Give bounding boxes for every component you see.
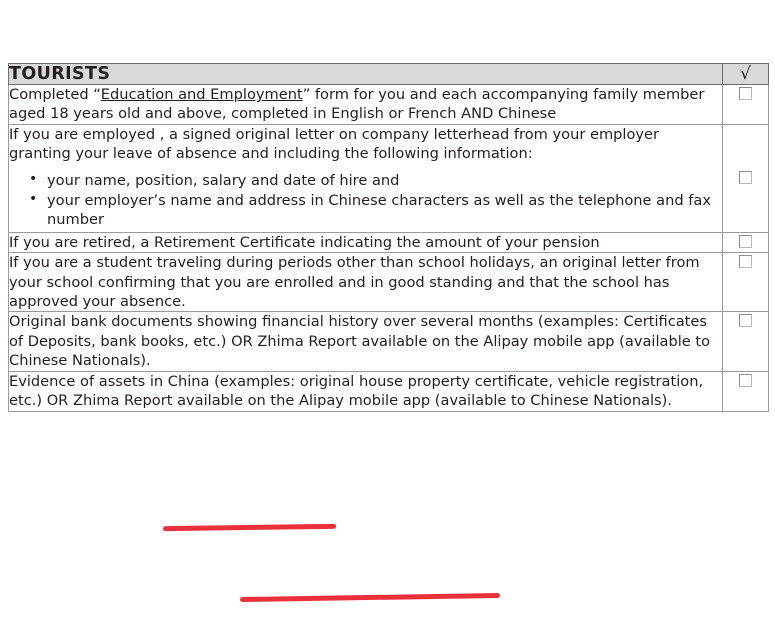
text-run: Completed “ <box>9 86 101 103</box>
requirement-text-assets-in-china: Evidence of assets in China (examples: original house property certificate, vehicle registration, etc.) OR Zhima Report available on the Alipay mobile app (available to Chinese Nationals). <box>9 371 723 411</box>
table-header-check-symbol: √ <box>723 64 769 85</box>
requirement-text-student-letter: If you are a student traveling during periods other than school holidays, an original letter from your school confirming that you are enrolled and in good standing and that the school has approved your absence. <box>9 253 723 312</box>
checkbox-cell[interactable] <box>723 253 769 312</box>
requirement-text-bank-documents: Original bank documents showing financial history over several months (examples: Certificates of Deposits, bank books, etc.) OR Zhima Report available on the Alipay mobile app (available to Chinese Nationals). <box>9 312 723 371</box>
list-item: • your employer’s name and address in Chinese characters as well as the telephone and fax number <box>45 191 722 230</box>
requirement-text-retirement-certificate: If you are retired, a Retirement Certificate indicating the amount of your pension <box>9 232 723 252</box>
table-row <box>9 124 769 232</box>
requirement-text-employment-letter <box>9 124 723 232</box>
red-marker-stroke-zhima-alipay <box>163 524 336 531</box>
text-run: ” form for you and each accompanying family member aged 18 years old and above, completed in English or French AND Chinese <box>9 86 705 123</box>
checkbox[interactable] <box>739 235 752 248</box>
checkbox[interactable] <box>739 87 752 100</box>
requirement-bullet-list <box>9 171 722 230</box>
table-header-row <box>9 64 769 85</box>
checkbox[interactable] <box>739 374 752 387</box>
checkbox-cell[interactable] <box>723 312 769 371</box>
text-run: If you are employed , a signed original letter on company letterhead from your employer granting your leave of absence and including the following information: <box>9 125 660 163</box>
text-run-underlined: Education and Employment <box>100 86 303 103</box>
table-row <box>9 85 769 125</box>
checkbox-cell[interactable] <box>723 124 769 232</box>
checkbox-cell[interactable] <box>723 232 769 252</box>
checkbox[interactable] <box>739 255 752 268</box>
requirement-text-education-employment <box>9 85 723 125</box>
table-row <box>9 312 769 371</box>
list-item: • your name, position, salary and date of hire and <box>45 171 722 190</box>
red-marker-stroke-chinese-nationals <box>240 593 500 602</box>
checkbox[interactable] <box>739 314 752 327</box>
checkbox-cell[interactable] <box>723 371 769 411</box>
table-row <box>9 232 769 252</box>
checkbox-cell[interactable] <box>723 85 769 125</box>
table-row <box>9 253 769 312</box>
table-row <box>9 371 769 411</box>
tourists-checklist-table <box>8 63 769 412</box>
table-header-title: TOURISTS <box>9 64 723 85</box>
checkbox[interactable] <box>739 171 752 184</box>
